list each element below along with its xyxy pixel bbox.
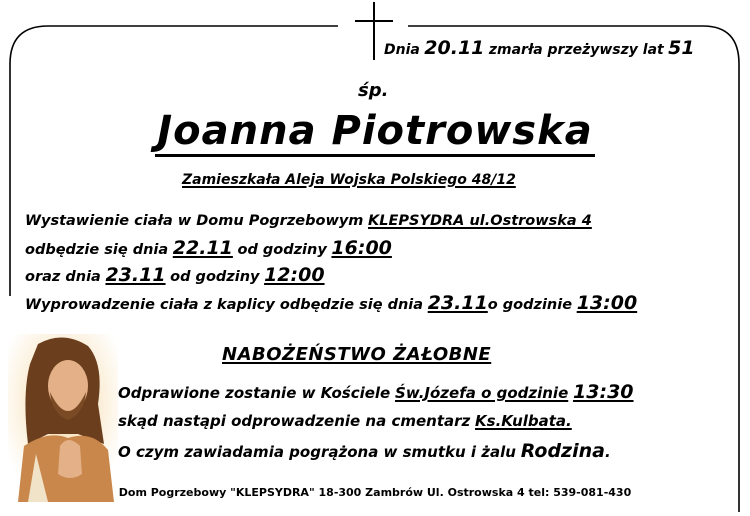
viewing-date-prefix-2: oraz dnia — [25, 269, 101, 285]
deceased-name: Joanna Piotrowska — [155, 108, 594, 157]
death-middle: zmarła przeżywszy lat — [488, 42, 664, 58]
viewing-date-1: 22.11 — [172, 237, 233, 259]
viewing-line — [25, 213, 592, 229]
viewing-time-2: 12:00 — [264, 264, 325, 286]
death-line — [384, 37, 695, 59]
family-prefix: O czym zawiadamia pogrążona w smutku i żalu — [118, 443, 516, 461]
viewing-time-label-2: od godziny — [170, 269, 260, 285]
mass-line-2 — [118, 412, 572, 430]
procession-line — [25, 292, 637, 314]
mass-church: Św.Józefa o godzinie — [395, 384, 569, 402]
viewing-prefix: Wystawienie ciała w Domu Pogrzebowym — [25, 213, 364, 229]
praying-jesus-image — [8, 334, 118, 502]
viewing-time-1: 16:00 — [331, 237, 392, 259]
mass-line-3 — [118, 440, 611, 462]
family-end: . — [604, 443, 611, 461]
cemetery-name: Ks.Kulbata. — [475, 412, 572, 430]
mass-line-1 — [118, 381, 634, 403]
viewing-time-label-1: od godziny — [237, 242, 327, 258]
procession-time: 13:00 — [576, 292, 638, 314]
footer: Dom Pogrzebowy "KLEPSYDRA" 18-300 Zambrów Ul. Ostrowska 4 tel: 539-081-430 — [118, 486, 632, 499]
procession-prefix: Wyprowadzenie ciała z kaplicy odbędzie się dnia — [25, 297, 424, 313]
death-date: 20.11 — [424, 37, 485, 59]
mass-title: NABOŻEŃSTWO ŻAŁOBNE — [222, 344, 492, 365]
cross-icon-bar — [355, 20, 393, 22]
procession-time-label: o godzinie — [487, 297, 573, 313]
viewing-date-line-1 — [25, 237, 392, 259]
deceased-name-row — [0, 108, 750, 154]
honorific: śp. — [358, 80, 389, 101]
mass-church-prefix: Odprawione zostanie w Kościele — [118, 384, 391, 402]
viewing-date-prefix: odbędzie się dnia — [25, 242, 169, 258]
viewing-date-line-2 — [25, 264, 325, 286]
procession-date: 23.11 — [427, 292, 488, 314]
cross-icon — [373, 2, 375, 60]
death-age: 51 — [668, 37, 695, 59]
viewing-date-2: 23.11 — [105, 264, 166, 286]
mass-time: 13:30 — [573, 381, 634, 403]
death-prefix: Dnia — [384, 42, 420, 58]
family-name: Rodzina — [520, 440, 605, 462]
cemetery-prefix: skąd nastąpi odprowadzenie na cmentarz — [118, 412, 471, 430]
address: Zamieszkała Aleja Wojska Polskiego 48/12 — [182, 172, 516, 188]
viewing-place: KLEPSYDRA ul.Ostrowska 4 — [368, 213, 592, 229]
